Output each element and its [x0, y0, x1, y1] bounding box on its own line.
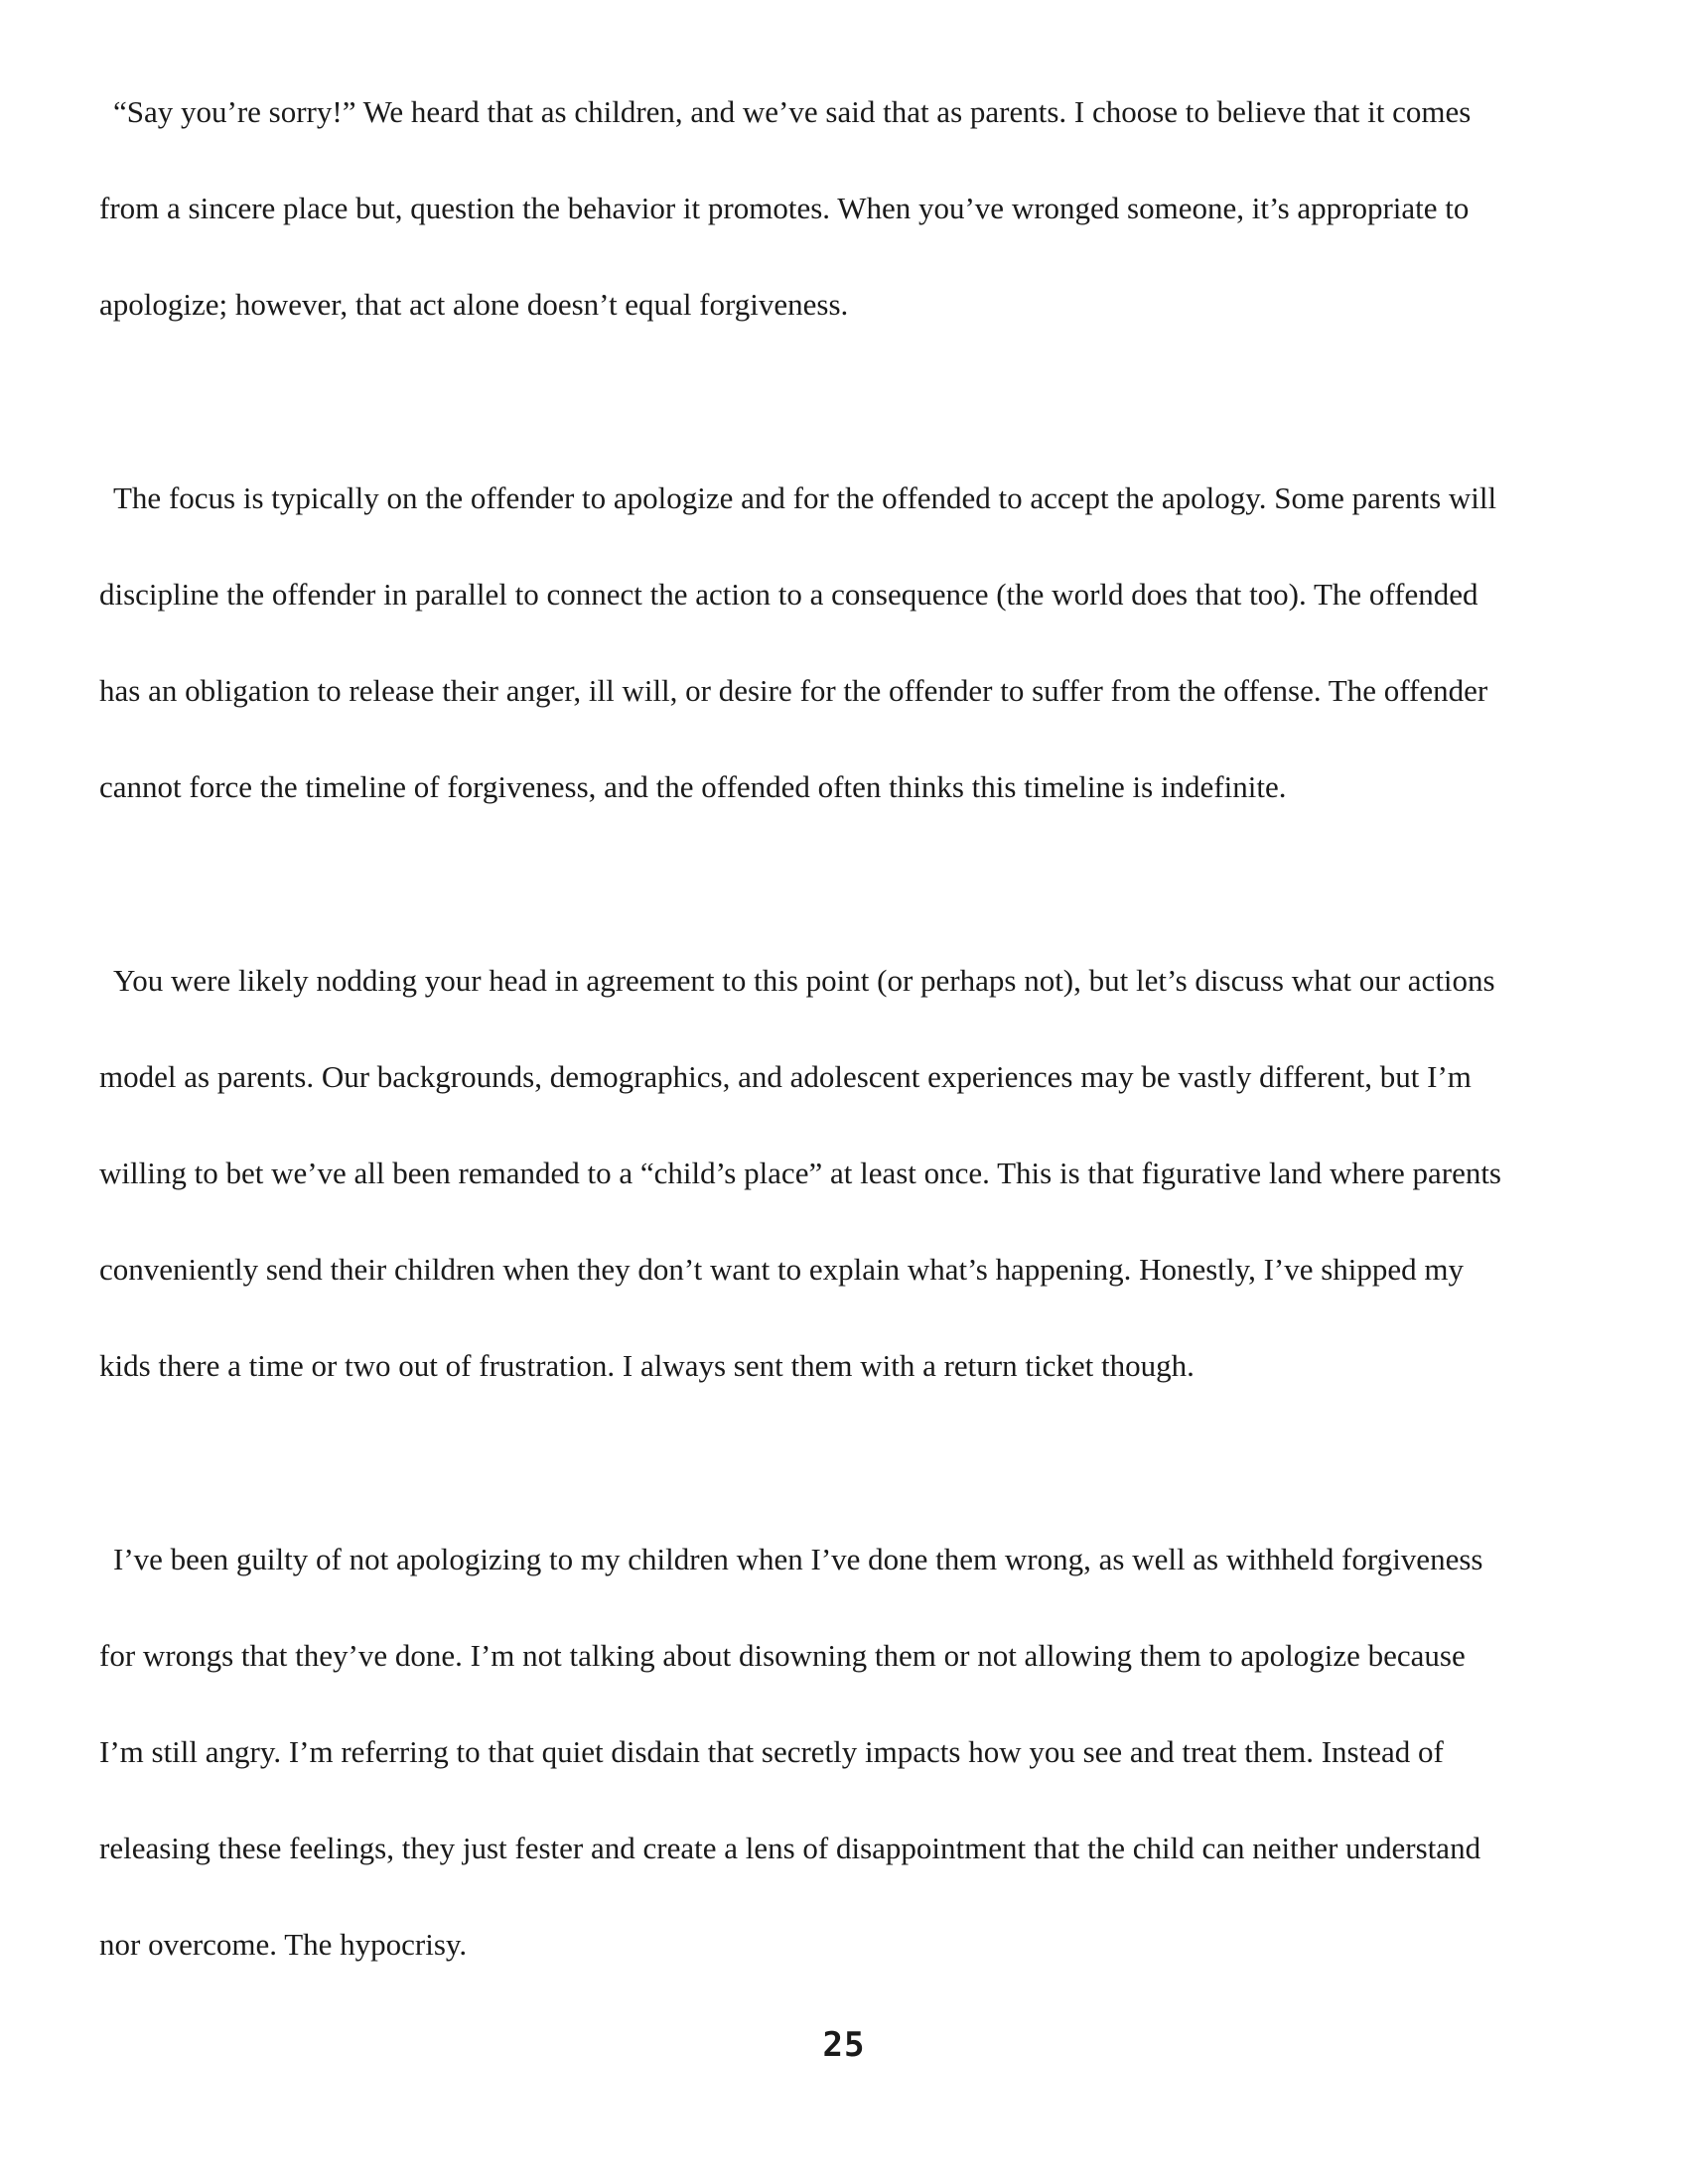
text-line: apologize; however, that act alone doesn’t equal forgiveness.	[99, 287, 849, 322]
text-line: conveniently send their children when they don’t want to explain what’s happening. Honestly, I’ve shipped my	[99, 1252, 1465, 1287]
text-line: nor overcome. The hypocrisy.	[99, 1927, 468, 1962]
text-line: model as parents. Our backgrounds, demographics, and adolescent experiences may be vastly different, but I’m	[99, 1059, 1472, 1094]
text-line: from a sincere place but, question the behavior it promotes. When you’ve wronged someone, it’s appropriate to	[99, 191, 1470, 225]
text-line: cannot force the timeline of forgiveness, and the offended often thinks this timeline is indefinite.	[99, 769, 1287, 804]
text-line: You were likely nodding your head in agreement to this point (or perhaps not), but let’s discuss what our actions	[113, 963, 1495, 998]
text-line: “Say you’re sorry!” We heard that as children, and we’ve said that as parents. I choose to believe that it comes	[113, 94, 1472, 129]
text-line: willing to bet we’ve all been remanded to a “child’s place” at least once. This is that figurative land where parents	[99, 1156, 1501, 1190]
text-line: discipline the offender in parallel to connect the action to a consequence (the world does that too). The offended	[99, 577, 1478, 612]
page-number: 25	[822, 2025, 866, 2065]
text-line: kids there a time or two out of frustration. I always sent them with a return ticket though.	[99, 1348, 1195, 1383]
text-line: I’m still angry. I’m referring to that quiet disdain that secretly impacts how you see and treat them. Instead of	[99, 1734, 1444, 1769]
text-line: has an obligation to release their anger, ill will, or desire for the offender to suffer from the offense. The offender	[99, 673, 1488, 708]
text-line: I’ve been guilty of not apologizing to my children when I’ve done them wrong, as well as withheld forgiveness	[113, 1542, 1483, 1576]
text-line: for wrongs that they’ve done. I’m not talking about disowning them or not allowing them to apologize because	[99, 1638, 1466, 1673]
text-line: releasing these feelings, they just fester and create a lens of disappointment that the child can neither understand	[99, 1831, 1481, 1865]
text-line: The focus is typically on the offender to apologize and for the offended to accept the apology. Some parents will	[113, 480, 1497, 515]
